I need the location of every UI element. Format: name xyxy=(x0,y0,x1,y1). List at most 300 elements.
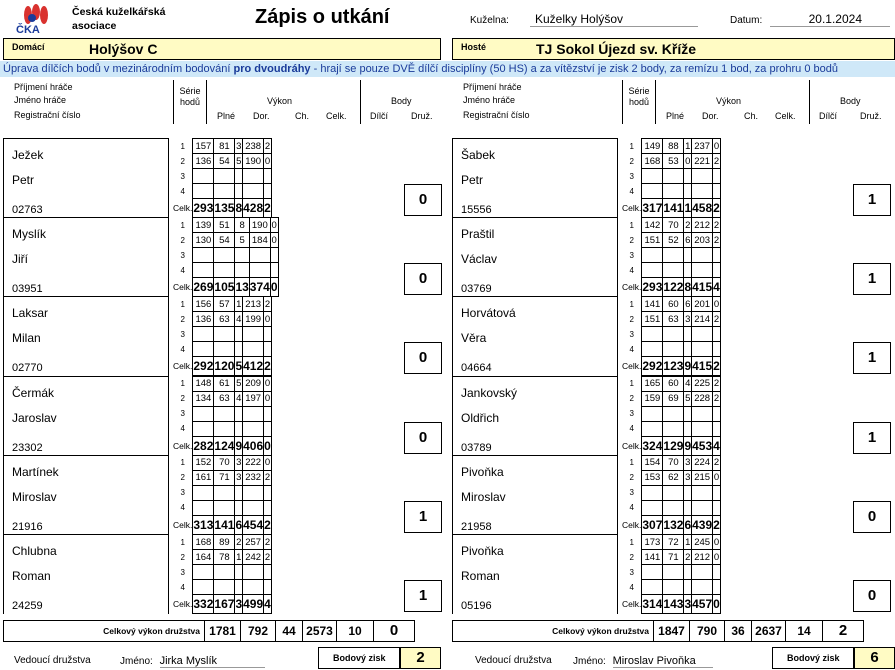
series-cell xyxy=(193,580,214,595)
home-gain-label: Bodový zisk xyxy=(318,647,400,669)
series-cell: 0 xyxy=(713,140,720,152)
series-number: 1 xyxy=(173,139,193,154)
series-cell: 184 xyxy=(249,233,270,248)
series-cell: 2 xyxy=(685,219,691,231)
total-cell: 332 xyxy=(193,595,214,614)
total-cell: 1 xyxy=(684,199,692,218)
series-number: 2 xyxy=(173,550,193,565)
series-number: 4 xyxy=(622,342,642,357)
player-firstname: Miroslav xyxy=(12,489,57,504)
series-number: 2 xyxy=(622,391,642,406)
series-cell: 1 xyxy=(685,536,691,548)
away-gain-label: Bodový zisk xyxy=(772,647,854,669)
series-cell xyxy=(214,248,235,263)
team-point-box: 1 xyxy=(404,580,442,612)
total-cell: 167 xyxy=(214,595,235,614)
series-cell xyxy=(243,565,264,580)
series-cell: 2 xyxy=(713,457,720,469)
series-cell xyxy=(713,184,721,199)
team-point-box: 0 xyxy=(853,580,891,612)
series-cell xyxy=(684,327,692,342)
series-cell: 60 xyxy=(663,297,684,312)
total-cell: 292 xyxy=(193,357,214,376)
series-cell xyxy=(193,263,214,278)
series-cell xyxy=(713,327,721,342)
series-cell xyxy=(684,406,692,421)
series-cell xyxy=(235,485,243,500)
series-cell xyxy=(264,580,272,595)
total-cell: 0 xyxy=(713,595,721,614)
series-cell: 5 xyxy=(235,233,249,248)
series-cell xyxy=(684,485,692,500)
series-cell: 1 xyxy=(236,298,242,310)
home-head-miss: Ch. xyxy=(295,111,310,121)
home-head-reg: Registrační číslo xyxy=(14,110,81,120)
series-cell: 151 xyxy=(642,233,663,248)
series-number: 4 xyxy=(173,580,193,595)
series-number: 1 xyxy=(173,535,193,550)
series-cell: 141 xyxy=(642,297,663,312)
series-cell: 88 xyxy=(663,139,684,154)
series-cell xyxy=(235,342,243,357)
series-number: 4 xyxy=(622,184,642,199)
player-reg-number: 23302 xyxy=(12,441,43,454)
series-number: 4 xyxy=(622,500,642,515)
series-cell: 2 xyxy=(713,393,720,405)
series-number: 2 xyxy=(173,312,193,327)
series-cell xyxy=(214,169,235,184)
series-cell: 157 xyxy=(193,139,214,154)
away-leader-label: Vedoucí družstva xyxy=(475,655,552,666)
series-cell: 6 xyxy=(685,298,691,310)
series-cell xyxy=(692,485,713,500)
series-cell: 136 xyxy=(193,154,214,169)
team-total-cell: 14 xyxy=(786,620,823,642)
series-cell: 0 xyxy=(271,219,277,231)
away-head-miss: Ch. xyxy=(744,111,759,121)
series-number: 3 xyxy=(622,406,642,421)
team-total-cell: 1847 xyxy=(654,620,690,642)
series-cell xyxy=(235,580,243,595)
series-cell: 142 xyxy=(642,218,663,233)
player-reg-number: 24259 xyxy=(12,600,43,612)
player-firstname: Petr xyxy=(12,173,35,187)
series-cell: 156 xyxy=(193,297,214,312)
series-number: 1 xyxy=(622,376,642,391)
series-cell xyxy=(214,406,235,421)
total-cell: 314 xyxy=(642,595,663,614)
series-number: 3 xyxy=(173,406,193,421)
series-cell: 2 xyxy=(713,219,720,231)
series-cell: 228 xyxy=(692,391,713,406)
total-label: Celk. xyxy=(622,199,642,218)
series-cell: 212 xyxy=(692,218,713,233)
series-cell: 0 xyxy=(264,155,271,167)
home-head-partial: Dílčí xyxy=(370,111,388,121)
series-cell: 215 xyxy=(692,470,713,485)
total-cell: 143 xyxy=(663,595,684,614)
series-number: 2 xyxy=(622,233,642,248)
series-cell xyxy=(642,342,663,357)
series-cell: 148 xyxy=(193,376,214,391)
series-cell: 197 xyxy=(243,391,264,406)
total-cell: 2 xyxy=(264,357,272,376)
series-cell: 173 xyxy=(642,535,663,550)
series-cell xyxy=(193,565,214,580)
series-number: 3 xyxy=(622,327,642,342)
series-cell: 0 xyxy=(264,378,271,390)
series-number: 4 xyxy=(173,263,193,278)
total-cell: 453 xyxy=(692,436,713,455)
series-cell xyxy=(663,580,684,595)
away-head-series: Série hodů xyxy=(622,80,656,124)
series-cell xyxy=(193,184,214,199)
player-firstname: Oldřich xyxy=(461,410,500,425)
series-number: 3 xyxy=(173,169,193,184)
home-name-label: Jméno: Jirka Myslík xyxy=(120,655,265,668)
series-cell xyxy=(684,565,692,580)
page-title: Zápis o utkání xyxy=(255,6,390,28)
away-head-reg: Registrační číslo xyxy=(463,110,530,120)
series-cell xyxy=(642,580,663,595)
total-cell: 3 xyxy=(684,595,692,614)
series-cell: 3 xyxy=(685,472,691,484)
total-cell: 4 xyxy=(264,595,272,614)
series-cell xyxy=(684,184,692,199)
series-cell: 151 xyxy=(642,312,663,327)
series-cell: 4 xyxy=(685,378,691,390)
total-cell: 415 xyxy=(692,357,713,376)
series-cell: 237 xyxy=(692,139,713,154)
series-cell: 161 xyxy=(193,470,214,485)
team-total-cell: 2637 xyxy=(752,620,786,642)
series-cell: 2 xyxy=(264,551,271,563)
series-cell xyxy=(663,169,684,184)
series-number: 1 xyxy=(622,455,642,470)
series-cell xyxy=(713,169,721,184)
total-label: Celk. xyxy=(622,515,642,534)
series-number: 4 xyxy=(173,184,193,199)
home-head-surname: Příjmení hráče xyxy=(14,82,73,92)
player-firstname: Jaroslav xyxy=(12,410,57,425)
total-cell: 0 xyxy=(270,278,278,297)
total-cell: 2 xyxy=(713,199,721,218)
series-cell xyxy=(684,500,692,515)
series-cell: 0 xyxy=(264,313,271,325)
series-cell xyxy=(264,485,272,500)
team-point-box: 1 xyxy=(853,263,891,295)
home-team-bar xyxy=(3,38,441,60)
series-cell: 153 xyxy=(642,470,663,485)
total-cell: 458 xyxy=(692,199,713,218)
away-team-name: TJ Sokol Újezd sv. Kříže xyxy=(536,41,697,57)
series-cell: 2 xyxy=(713,234,720,246)
series-number: 3 xyxy=(173,565,193,580)
series-cell xyxy=(692,406,713,421)
player-surname: Jankovský xyxy=(461,385,518,400)
total-cell: 292 xyxy=(642,357,663,376)
series-cell: 71 xyxy=(663,550,684,565)
series-cell: 2 xyxy=(685,551,691,563)
series-cell: 3 xyxy=(685,457,691,469)
away-team-bar xyxy=(452,38,895,60)
series-cell: 2 xyxy=(264,472,271,484)
player-score-grid xyxy=(622,455,721,535)
series-number: 2 xyxy=(622,550,642,565)
series-cell: 190 xyxy=(249,218,270,233)
series-cell: 2 xyxy=(264,536,271,548)
away-column-headings xyxy=(452,80,892,124)
series-number: 2 xyxy=(173,470,193,485)
series-cell: 63 xyxy=(214,391,235,406)
team-total-cell: 2 xyxy=(823,620,864,642)
player-surname: Ježek xyxy=(12,148,44,162)
total-cell: 9 xyxy=(684,357,692,376)
series-cell xyxy=(235,421,243,436)
series-cell: 141 xyxy=(642,550,663,565)
player-reg-number: 03951 xyxy=(12,283,43,296)
total-cell: 3 xyxy=(235,595,243,614)
series-cell xyxy=(214,485,235,500)
away-head-surname: Příjmení hráče xyxy=(463,82,522,92)
total-cell: 8 xyxy=(684,278,692,297)
series-cell xyxy=(235,406,243,421)
total-cell: 13 xyxy=(235,278,249,297)
total-cell: 141 xyxy=(663,199,684,218)
series-cell: 2 xyxy=(713,378,720,390)
away-head-partial: Dílčí xyxy=(819,111,837,121)
series-cell xyxy=(684,580,692,595)
total-cell: 412 xyxy=(243,357,264,376)
series-cell xyxy=(663,421,684,436)
series-cell xyxy=(264,421,272,436)
series-cell xyxy=(193,500,214,515)
series-cell: 61 xyxy=(214,376,235,391)
series-cell xyxy=(249,248,270,263)
total-cell: 282 xyxy=(193,436,214,455)
series-cell xyxy=(642,421,663,436)
home-head-series: Série hodů xyxy=(173,80,207,124)
series-cell xyxy=(642,169,663,184)
away-name-label: Jméno: Miroslav Pivoňka xyxy=(573,655,713,668)
series-cell xyxy=(214,327,235,342)
venue-value: Kuželky Holýšov xyxy=(530,12,698,27)
series-cell: 222 xyxy=(243,455,264,470)
series-cell: 152 xyxy=(193,455,214,470)
player-score-grid xyxy=(622,296,721,376)
home-head-clear: Dor. xyxy=(253,111,270,121)
series-number: 1 xyxy=(622,218,642,233)
total-cell: 5 xyxy=(235,357,243,376)
series-cell: 54 xyxy=(214,154,235,169)
player-score-grid xyxy=(622,138,721,218)
series-cell xyxy=(193,327,214,342)
total-cell: 9 xyxy=(684,436,692,455)
total-label: Celk. xyxy=(622,278,642,297)
series-cell xyxy=(642,184,663,199)
series-cell xyxy=(235,327,243,342)
team-total-cell: 1781 xyxy=(205,620,241,642)
series-cell xyxy=(663,342,684,357)
player-surname: Pivoňka xyxy=(461,464,504,479)
series-cell: 139 xyxy=(193,218,214,233)
total-cell: 4 xyxy=(713,278,721,297)
player-surname: Horvátová xyxy=(461,306,516,321)
series-cell: 257 xyxy=(243,535,264,550)
scoring-info-bar: Úprava dílčích bodů v mezinárodním bodování pro dvoudráhy - hrají se pouze DVĚ dílčí disciplíny (50 HS) a za vítězství je zisk 2 body, za remízu 1 bod, za prohru 0 bodů xyxy=(0,61,895,77)
series-cell: 209 xyxy=(243,376,264,391)
player-reg-number: 02763 xyxy=(12,204,43,216)
series-cell xyxy=(692,580,713,595)
series-cell xyxy=(642,485,663,500)
series-cell: 159 xyxy=(642,391,663,406)
series-number: 1 xyxy=(173,297,193,312)
series-cell xyxy=(692,342,713,357)
total-cell: 122 xyxy=(663,278,684,297)
home-team-name: Holýšov C xyxy=(89,41,158,57)
series-number: 4 xyxy=(173,500,193,515)
series-number: 4 xyxy=(173,421,193,436)
series-cell xyxy=(270,263,278,278)
series-cell: 2 xyxy=(236,536,242,548)
player-name-box xyxy=(452,217,618,297)
total-cell: 132 xyxy=(663,515,684,534)
series-cell: 78 xyxy=(214,550,235,565)
total-cell: 2 xyxy=(713,515,721,534)
player-score-grid xyxy=(173,296,272,376)
series-cell: 3 xyxy=(236,140,242,152)
series-cell: 212 xyxy=(692,550,713,565)
player-reg-number: 03789 xyxy=(461,441,492,454)
series-cell xyxy=(692,421,713,436)
series-cell: 213 xyxy=(243,297,264,312)
series-cell xyxy=(642,565,663,580)
series-cell: 0 xyxy=(713,551,720,563)
total-cell: 2 xyxy=(713,357,721,376)
series-cell: 70 xyxy=(663,455,684,470)
total-cell: 439 xyxy=(692,515,713,534)
date-value: 20.1.2024 xyxy=(770,12,890,27)
away-leader-name: Miroslav Pivoňka xyxy=(613,655,713,668)
player-firstname: Roman xyxy=(461,569,500,583)
series-cell: 203 xyxy=(692,233,713,248)
series-number: 2 xyxy=(622,312,642,327)
series-cell xyxy=(684,169,692,184)
team-total-label: Celkový výkon družstva xyxy=(452,620,654,642)
player-firstname: Milan xyxy=(12,331,41,346)
series-cell: 0 xyxy=(271,234,277,246)
series-cell xyxy=(264,184,272,199)
series-cell: 221 xyxy=(692,154,713,169)
player-surname: Laksar xyxy=(12,306,49,321)
series-number: 4 xyxy=(622,263,642,278)
total-cell: 293 xyxy=(642,278,663,297)
series-cell: 51 xyxy=(214,218,235,233)
series-cell xyxy=(235,500,243,515)
series-cell: 164 xyxy=(193,550,214,565)
series-cell xyxy=(193,406,214,421)
series-cell: 136 xyxy=(193,312,214,327)
series-number: 1 xyxy=(622,297,642,312)
team-point-box: 1 xyxy=(853,342,891,374)
series-cell xyxy=(663,485,684,500)
series-cell: 130 xyxy=(193,233,214,248)
series-cell xyxy=(264,500,272,515)
series-cell: 149 xyxy=(642,139,663,154)
series-cell: 168 xyxy=(642,154,663,169)
series-cell xyxy=(214,263,235,278)
total-cell: 2 xyxy=(264,199,272,218)
series-number: 1 xyxy=(622,139,642,154)
series-number: 1 xyxy=(173,218,193,233)
total-cell: 374 xyxy=(249,278,270,297)
date-label: Datum: xyxy=(730,15,763,26)
series-cell: 5 xyxy=(685,393,691,405)
total-cell: 8 xyxy=(235,199,243,218)
total-cell: 2 xyxy=(264,515,272,534)
player-name-box xyxy=(3,138,169,218)
total-cell: 120 xyxy=(214,357,235,376)
player-name-box xyxy=(3,534,169,614)
logo-text: ČKA xyxy=(16,24,40,36)
player-reg-number: 03769 xyxy=(461,283,492,296)
player-name-box xyxy=(3,217,169,297)
player-surname: Martínek xyxy=(12,464,59,479)
series-cell xyxy=(243,184,264,199)
total-cell: 129 xyxy=(663,436,684,455)
team-total-cell: 44 xyxy=(276,620,303,642)
series-cell xyxy=(713,500,721,515)
total-label: Celk. xyxy=(173,278,193,297)
series-cell: 201 xyxy=(692,297,713,312)
series-cell: 60 xyxy=(663,376,684,391)
series-cell xyxy=(713,565,721,580)
home-leader-label: Vedoucí družstva xyxy=(14,655,91,666)
player-score-grid xyxy=(173,138,272,218)
player-score-grid xyxy=(173,217,279,297)
team-total-cell: 792 xyxy=(241,620,276,642)
away-head-full: Plné xyxy=(666,111,685,121)
series-cell xyxy=(264,565,272,580)
series-cell xyxy=(642,500,663,515)
series-cell xyxy=(264,169,272,184)
series-cell xyxy=(642,327,663,342)
player-name-box xyxy=(452,376,618,456)
total-cell: 293 xyxy=(193,199,214,218)
series-cell: 89 xyxy=(214,535,235,550)
series-cell: 232 xyxy=(243,470,264,485)
total-label: Celk. xyxy=(173,515,193,534)
series-cell xyxy=(692,565,713,580)
home-team-label: Domácí xyxy=(12,42,45,52)
home-head-points: Body xyxy=(391,96,412,106)
home-head-total: Celk. xyxy=(326,111,347,121)
total-cell: 324 xyxy=(642,436,663,455)
total-label: Celk. xyxy=(173,595,193,614)
player-surname: Čermák xyxy=(12,385,55,400)
series-number: 3 xyxy=(173,327,193,342)
total-cell: 0 xyxy=(264,436,272,455)
player-score-grid xyxy=(173,534,272,614)
total-cell: 307 xyxy=(642,515,663,534)
total-label: Celk. xyxy=(622,595,642,614)
series-cell xyxy=(243,485,264,500)
total-label: Celk. xyxy=(622,357,642,376)
series-cell: 0 xyxy=(685,155,691,167)
series-cell xyxy=(663,565,684,580)
series-cell: 5 xyxy=(236,378,242,390)
series-cell: 3 xyxy=(236,472,242,484)
